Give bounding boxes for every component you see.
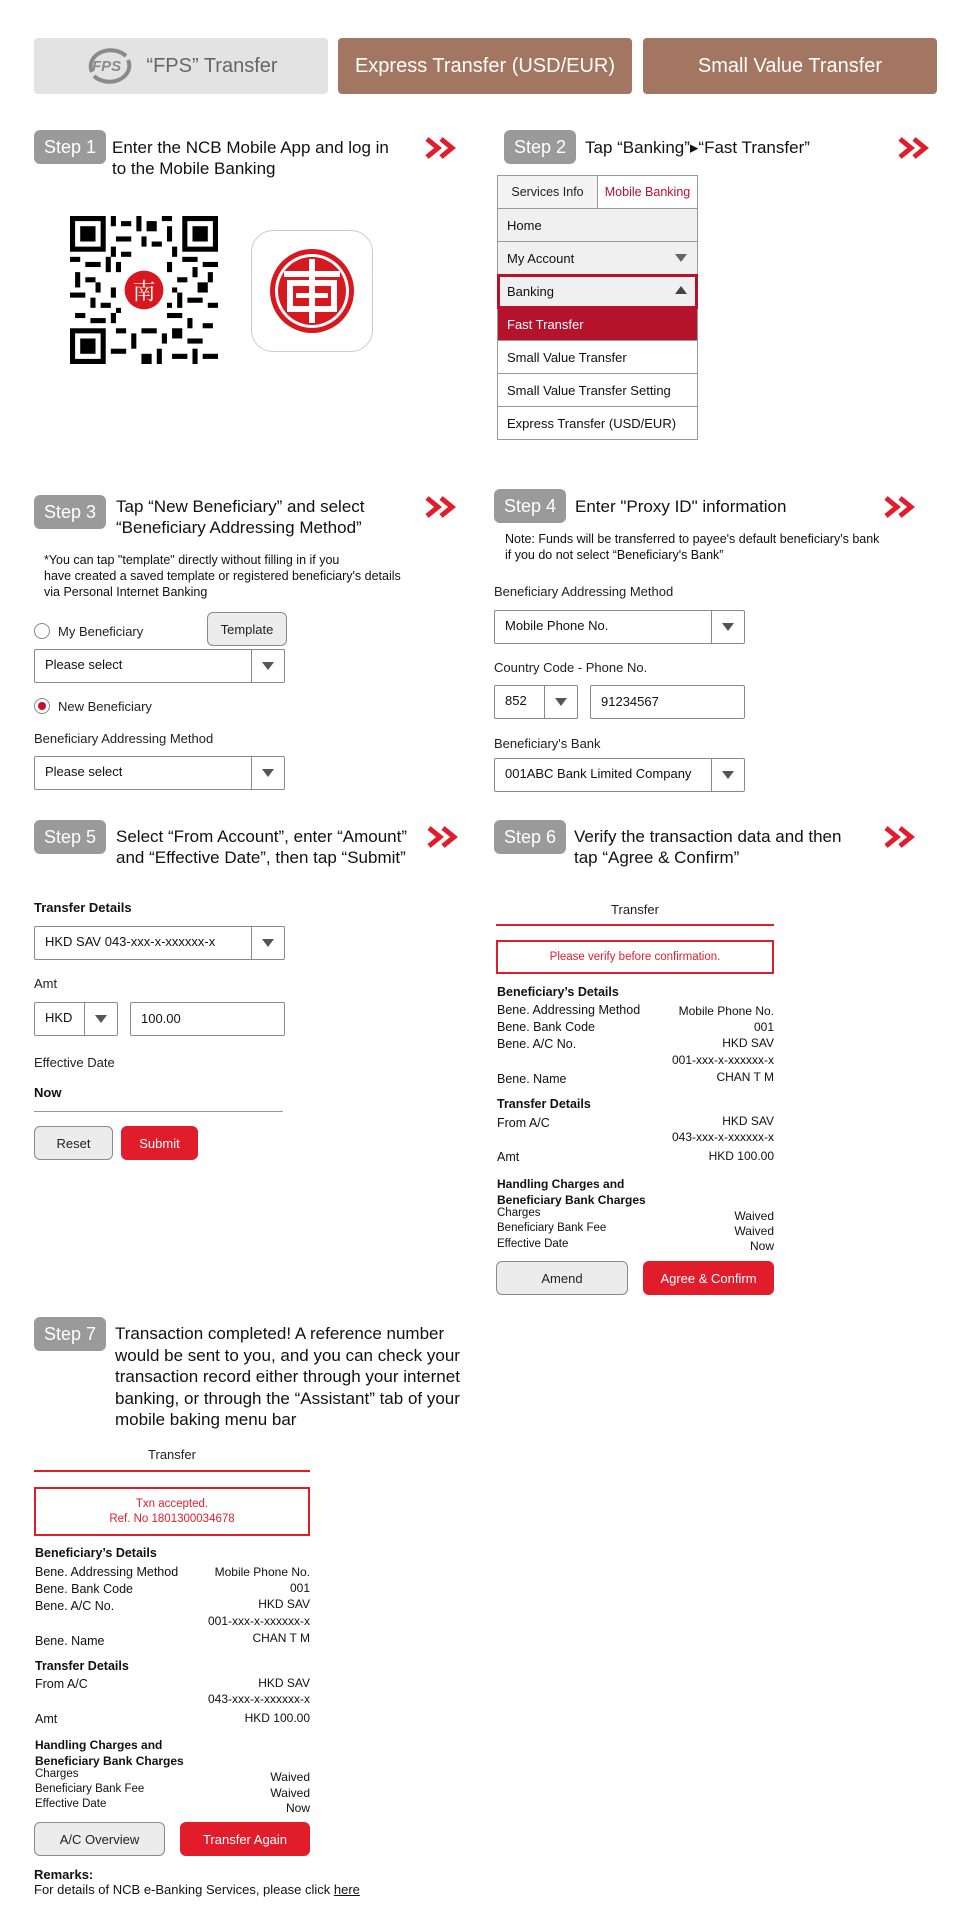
my-beneficiary-label: My Beneficiary bbox=[58, 624, 144, 639]
transfer-again-button[interactable]: Transfer Again bbox=[180, 1822, 310, 1856]
bene-ac-value-2: 001-xxx-x-xxxxxx-x bbox=[671, 1053, 774, 1067]
bank-fee-key: Beneficiary Bank Fee bbox=[497, 1222, 607, 1234]
next-chevrons-icon bbox=[425, 137, 459, 159]
next-chevrons-icon bbox=[898, 137, 932, 159]
bank-fee-value: Waived bbox=[270, 1786, 310, 1800]
dropdown-arrow-icon bbox=[84, 1003, 117, 1035]
next-chevrons-icon bbox=[884, 826, 918, 848]
effective-date-field[interactable]: Now bbox=[34, 1085, 283, 1112]
step-2-instruction: Tap “Banking”▸“Fast Transfer” bbox=[585, 138, 810, 157]
step-7-instruction: Transaction completed! A reference number would be sent to you, and you can check your transaction record either through your internet banking, or through the “Assistant” tab of your mobile baking menu bar bbox=[115, 1324, 460, 1429]
reset-button[interactable]: Reset bbox=[34, 1126, 113, 1160]
currency-select[interactable]: HKD bbox=[34, 1002, 118, 1036]
mobile-banking-menu bbox=[497, 175, 698, 440]
step-4-instruction: Enter "Proxy ID" information bbox=[575, 497, 787, 516]
bank-fee-key: Beneficiary Bank Fee bbox=[35, 1783, 145, 1795]
bene-ac-value-1: HKD SAV bbox=[722, 1036, 774, 1050]
step-3-badge: Step 3 bbox=[34, 495, 106, 529]
bene-name-value: CHAN T M bbox=[716, 1070, 774, 1084]
tab-mobile-banking[interactable]: Mobile Banking bbox=[598, 176, 697, 208]
bene-method-value: Mobile Phone No. bbox=[678, 1004, 774, 1018]
radio-my-beneficiary[interactable] bbox=[34, 623, 50, 639]
bene-ac-value-1: HKD SAV bbox=[258, 1597, 310, 1611]
bene-name-key: Bene. Name bbox=[497, 1072, 567, 1086]
step-4-badge: Step 4 bbox=[494, 489, 566, 523]
template-note: *You can tap "template" directly without filling in if you have created a saved template or registered beneficiary's details via Personal Internet Banking bbox=[44, 553, 401, 599]
bene-details-heading: Beneficiary’s Details bbox=[35, 1546, 157, 1560]
menu-item-small-value-transfer-setting[interactable]: Small Value Transfer Setting bbox=[498, 374, 697, 407]
svg-text:南: 南 bbox=[132, 279, 156, 306]
step-5-badge: Step 5 bbox=[34, 820, 106, 854]
ac-overview-button[interactable]: A/C Overview bbox=[34, 1822, 165, 1856]
charges-heading: Handling Charges and Beneficiary Bank Charges bbox=[497, 1177, 646, 1207]
next-chevrons-icon bbox=[884, 496, 918, 518]
charges-heading: Handling Charges and Beneficiary Bank Charges bbox=[35, 1738, 184, 1768]
transfer-details-heading: Transfer Details bbox=[497, 1097, 591, 1111]
menu-item-express-transfer[interactable]: Express Transfer (USD/EUR) bbox=[507, 415, 677, 431]
dropdown-arrow-icon bbox=[544, 686, 577, 718]
from-account-select[interactable]: HKD SAV 043-xxx-x-xxxxxx-x bbox=[34, 926, 285, 960]
transfer-details-heading: Transfer Details bbox=[35, 1659, 129, 1673]
tab-express-transfer[interactable] bbox=[338, 38, 632, 94]
bene-code-value: 001 bbox=[753, 1020, 774, 1034]
chevron-down-icon bbox=[675, 254, 687, 262]
bene-name-key: Bene. Name bbox=[35, 1634, 105, 1648]
remarks-title: Remarks: bbox=[34, 1867, 94, 1882]
effective-date-label: Effective Date bbox=[34, 1055, 115, 1070]
menu-item-banking[interactable]: Banking bbox=[498, 275, 697, 308]
amt-key: Amt bbox=[497, 1150, 520, 1164]
effective-date-key: Effective Date bbox=[497, 1238, 569, 1250]
bene-method-key: Bene. Addressing Method bbox=[497, 1003, 641, 1017]
ncb-app-logo bbox=[251, 230, 373, 352]
verify-message: Please verify before confirmation. bbox=[496, 940, 774, 974]
beneficiary-bank-select[interactable]: 001ABC Bank Limited Company bbox=[494, 758, 745, 792]
bene-details-heading: Beneficiary’s Details bbox=[497, 985, 619, 999]
from-ac-value-1: HKD SAV bbox=[722, 1114, 774, 1128]
bene-name-value: CHAN T M bbox=[252, 1631, 310, 1645]
bene-method-key: Bene. Addressing Method bbox=[35, 1565, 179, 1579]
tab-small-value-label: Small Value Transfer bbox=[697, 54, 883, 77]
addressing-method-label: Beneficiary Addressing Method bbox=[34, 731, 214, 746]
menu-item-small-value-transfer[interactable]: Small Value Transfer bbox=[498, 341, 697, 374]
amt-value: HKD 100.00 bbox=[708, 1149, 774, 1163]
phone-label: Country Code - Phone No. bbox=[494, 660, 648, 675]
bene-ac-key: Bene. A/C No. bbox=[497, 1037, 577, 1051]
from-ac-key: From A/C bbox=[497, 1116, 550, 1130]
tab-fps-label: “FPS” Transfer bbox=[146, 54, 278, 77]
remarks bbox=[34, 1867, 360, 1897]
bene-code-value: 001 bbox=[289, 1581, 310, 1595]
confirm-panel-title: Transfer bbox=[611, 902, 659, 917]
step-6-instruction: Verify the transaction data and then tap “Agree & Confirm” bbox=[574, 827, 842, 867]
step-5-instruction: Select “From Account”, enter “Amount” and “Effective Date”, then tap “Submit” bbox=[116, 827, 407, 867]
charges-key: Charges bbox=[497, 1207, 541, 1219]
my-beneficiary-select[interactable]: Please select bbox=[34, 649, 285, 683]
effective-date-value: Now bbox=[749, 1239, 774, 1253]
next-chevrons-icon bbox=[425, 496, 459, 518]
from-ac-value-2: 043-xxx-x-xxxxxx-x bbox=[207, 1692, 310, 1706]
title-underline bbox=[34, 1470, 310, 1472]
bank-note: Note: Funds will be transferred to payee's default beneficiary's bank if you do not select “Beneficiary's Bank” bbox=[505, 532, 880, 562]
submit-button[interactable]: Submit bbox=[121, 1126, 198, 1160]
remarks-text: For details of NCB e-Banking Services, please click bbox=[34, 1882, 334, 1897]
method-label: Beneficiary Addressing Method bbox=[494, 584, 674, 599]
tab-express-label: Express Transfer (USD/EUR) bbox=[354, 54, 616, 77]
tab-fps-transfer[interactable] bbox=[34, 38, 328, 94]
amount-input[interactable]: 100.00 bbox=[130, 1002, 285, 1036]
bank-label: Beneficiary's Bank bbox=[494, 736, 601, 751]
txn-accepted-message: Txn accepted. Ref. No 1801300034678 bbox=[34, 1487, 310, 1536]
menu-item-home[interactable]: Home bbox=[498, 209, 697, 242]
agree-confirm-button[interactable]: Agree & Confirm bbox=[643, 1261, 774, 1295]
svg-text:FPS: FPS bbox=[92, 58, 122, 75]
step-1-instruction: Enter the NCB Mobile App and log in to the Mobile Banking bbox=[112, 138, 389, 178]
dropdown-arrow-icon bbox=[251, 757, 284, 789]
step-6-badge: Step 6 bbox=[494, 820, 566, 854]
fps-logo-icon bbox=[84, 46, 136, 86]
template-button[interactable]: Template bbox=[207, 612, 287, 646]
bene-ac-value-2: 001-xxx-x-xxxxxx-x bbox=[207, 1614, 310, 1628]
amt-value: HKD 100.00 bbox=[244, 1711, 310, 1725]
from-ac-value-2: 043-xxx-x-xxxxxx-x bbox=[671, 1130, 774, 1144]
radio-new-beneficiary[interactable] bbox=[34, 698, 50, 714]
title-underline bbox=[496, 924, 774, 926]
step-7-badge: Step 7 bbox=[34, 1317, 106, 1351]
dropdown-arrow-icon bbox=[711, 759, 744, 791]
amt-key: Amt bbox=[35, 1712, 58, 1726]
transfer-details-heading: Transfer Details bbox=[34, 900, 132, 915]
country-code-select[interactable]: 852 bbox=[494, 685, 578, 719]
bene-code-key: Bene. Bank Code bbox=[497, 1020, 595, 1034]
new-beneficiary-label: New Beneficiary bbox=[58, 699, 152, 714]
menu-item-my-account[interactable]: My Account bbox=[498, 242, 697, 275]
amend-button[interactable]: Amend bbox=[496, 1261, 628, 1295]
charges-value: Waived bbox=[734, 1209, 774, 1223]
charges-value: Waived bbox=[270, 1770, 310, 1784]
effective-date-value: Now bbox=[285, 1801, 310, 1815]
here-link[interactable]: here bbox=[333, 1882, 360, 1897]
amt-label: Amt bbox=[34, 976, 58, 991]
bank-fee-value: Waived bbox=[734, 1224, 774, 1238]
from-ac-key: From A/C bbox=[35, 1677, 88, 1691]
qr-code-icon bbox=[70, 216, 218, 364]
from-ac-value-1: HKD SAV bbox=[258, 1676, 310, 1690]
tab-small-value-transfer[interactable] bbox=[643, 38, 937, 94]
bene-code-key: Bene. Bank Code bbox=[35, 1582, 133, 1596]
charges-key: Charges bbox=[35, 1768, 79, 1780]
next-chevrons-icon bbox=[427, 826, 461, 848]
menu-item-fast-transfer[interactable]: Fast Transfer bbox=[498, 308, 697, 341]
step-2-badge: Step 2 bbox=[504, 130, 576, 164]
chevron-up-icon bbox=[675, 286, 687, 294]
result-panel-title: Transfer bbox=[148, 1447, 196, 1462]
ncb-logo-icon bbox=[252, 231, 372, 351]
addressing-method-select[interactable]: Mobile Phone No. bbox=[494, 610, 745, 644]
effective-date-key: Effective Date bbox=[35, 1798, 107, 1810]
bene-ac-key: Bene. A/C No. bbox=[35, 1599, 115, 1613]
bene-method-value: Mobile Phone No. bbox=[214, 1565, 310, 1579]
step-1-badge: Step 1 bbox=[34, 130, 106, 164]
addressing-method-select[interactable]: Please select bbox=[34, 756, 285, 790]
dropdown-arrow-icon bbox=[711, 611, 744, 643]
dropdown-arrow-icon bbox=[251, 650, 284, 682]
tab-services-info[interactable]: Services Info bbox=[498, 176, 598, 208]
step-3-instruction: Tap “New Beneficiary” and select “Beneficiary Addressing Method” bbox=[116, 497, 365, 537]
dropdown-arrow-icon bbox=[251, 927, 284, 959]
phone-number-input[interactable]: 91234567 bbox=[590, 685, 745, 719]
